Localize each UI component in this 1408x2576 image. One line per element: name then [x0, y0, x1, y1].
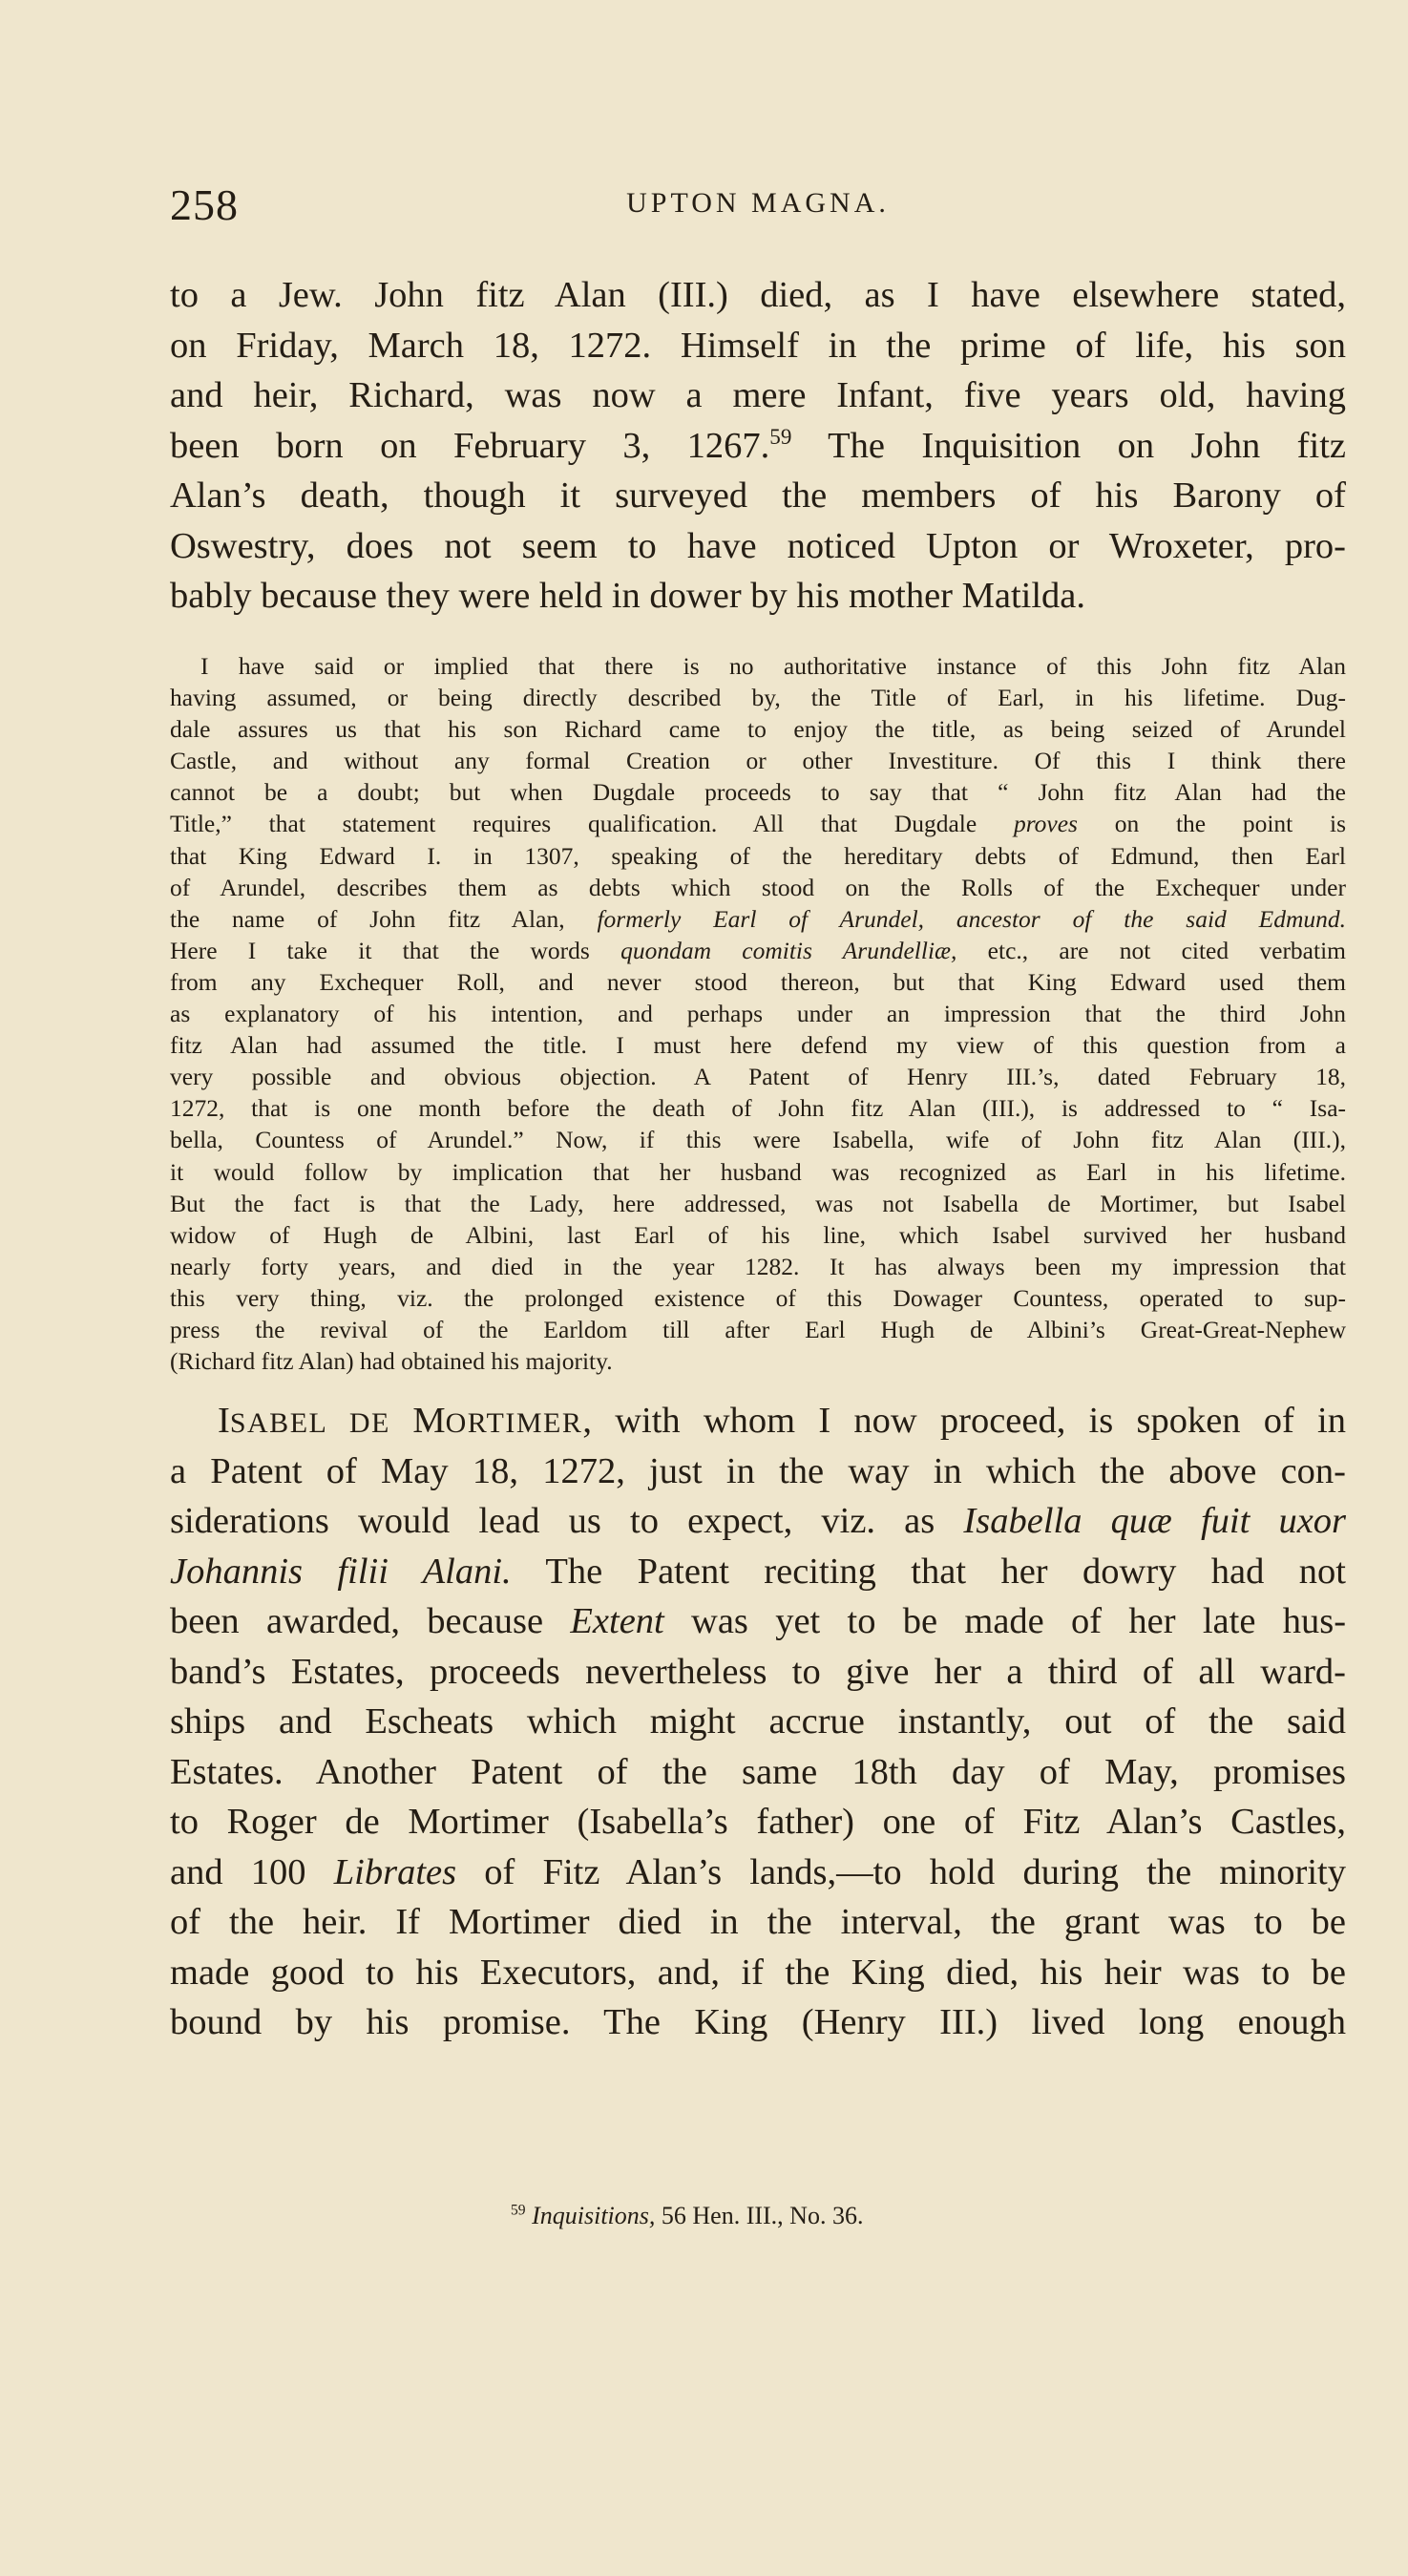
- footnote-number: 59: [511, 2202, 526, 2219]
- text-line: ships and Escheats which might accrue instantly, out of the said: [170, 1701, 1346, 1742]
- note-line: bella, Countess of Arundel.” Now, if this were Isabella, wife of John fitz Alan (III.),: [170, 1126, 1346, 1154]
- note-line: nearly forty years, and died in the year 1282. It has always been my impression that: [170, 1252, 1346, 1280]
- note-line: fitz Alan had assumed the title. I must here defend my view of this question from a: [170, 1031, 1346, 1060]
- text-line: to Roger de Mortimer (Isabella’s father) one of Fitz Alan’s Castles,: [170, 1802, 1346, 1842]
- text-fragment: on the point is: [1077, 810, 1346, 838]
- text-fragment: siderations would lead us to expect, viz. as: [170, 1501, 935, 1541]
- text-fragment: Title,” that statement requires qualification. All that Dugdale: [170, 810, 977, 838]
- italic-fragment: proves: [1013, 810, 1078, 838]
- note-line: of Arundel, describes them as debts which stood on the Rolls of the Exchequer under: [170, 873, 1346, 901]
- smallcaps-fragment: SABEL DE: [229, 1407, 413, 1439]
- note-line: this very thing, viz. the prolonged existence of this Dowager Countess, operated to sup-: [170, 1283, 1346, 1312]
- text-fragment: The Inquisition on John fitz: [791, 425, 1346, 466]
- note-line: I have said or implied that there is no authoritative instance of this John fitz Alan: [200, 652, 1346, 680]
- note-line: cannot be a doubt; but when Dugdale proceeds to say that “ John fitz Alan had the: [170, 778, 1346, 807]
- note-line: that King Edward I. in 1307, speaking of the hereditary debts of Edmund, then Earl: [170, 841, 1346, 870]
- page-number: 258: [170, 180, 239, 229]
- text-fragment: and 100: [170, 1851, 306, 1892]
- note-line: [170, 808, 1346, 839]
- note-line: press the revival of the Earldom till after Earl Hugh de Albini’s Great-Great-Nephew: [170, 1315, 1346, 1343]
- italic-fragment: Librates: [333, 1851, 457, 1892]
- note-line: as explanatory of his intention, and perhaps under an impression that the third John: [170, 1000, 1346, 1028]
- footnote-ref: 59: [769, 423, 792, 449]
- footnote: [511, 2202, 863, 2230]
- text-line: Alan’s death, though it surveyed the members of his Barony of: [170, 475, 1346, 516]
- text-line: [170, 1848, 1346, 1898]
- text-line: Oswestry, does not seem to have noticed Upton or Wroxeter, pro-: [170, 525, 1346, 566]
- text-line: Estates. Another Patent of the same 18th day of May, promises: [170, 1751, 1346, 1792]
- text-line: bound by his promise. The King (Henry III.) lived long enough: [170, 2002, 1346, 2042]
- paragraph-2: [170, 1396, 1346, 2048]
- text-line: band’s Estates, proceeds nevertheless to give her a third of all ward-: [170, 1651, 1346, 1692]
- text-fragment: the name of John fitz Alan,: [170, 904, 565, 933]
- note-line: widow of Hugh de Albini, last Earl of his line, which Isabel survived her husband: [170, 1220, 1346, 1249]
- text-line: on Friday, March 18, 1272. Himself in the prime of life, his son: [170, 325, 1346, 366]
- note-line: very possible and obvious objection. A Patent of Henry III.’s, dated February 18,: [170, 1063, 1346, 1091]
- text-line: [170, 1547, 1346, 1597]
- text-line: [170, 1396, 1346, 1446]
- text-fragment: , with whom I now proceed, is spoken of in: [582, 1401, 1346, 1441]
- smallcaps-fragment: M: [412, 1401, 446, 1441]
- note-line: having assumed, or being directly described by, the Title of Earl, in his lifetime. Dug-: [170, 684, 1346, 712]
- italic-fragment: quondam comitis Arundelliæ,: [620, 936, 957, 964]
- text-fragment: been awarded, because: [170, 1601, 544, 1641]
- italic-fragment: Johannis filii Alani.: [170, 1551, 512, 1592]
- note-line: (Richard fitz Alan) had obtained his majority.: [170, 1347, 613, 1376]
- footnote-source: Inquisitions,: [532, 2202, 656, 2229]
- running-head: UPTON MAGNA.: [626, 187, 890, 219]
- smallcaps-fragment: ORTIMER: [445, 1407, 583, 1439]
- footnote-reference: 56 Hen. III., No. 36.: [655, 2202, 864, 2229]
- text-line: [170, 421, 1346, 472]
- note-line: dale assures us that his son Richard came to enjoy the title, as being seized of Arundel: [170, 715, 1346, 744]
- italic-fragment: Extent: [570, 1601, 664, 1641]
- text-line: a Patent of May 18, 1272, just in the way in which the above con-: [170, 1450, 1346, 1491]
- text-line: [170, 1596, 1346, 1647]
- text-fragment: of Fitz Alan’s lands,—to hold during the minority: [456, 1851, 1346, 1892]
- text-fragment: etc., are not cited verbatim: [956, 936, 1346, 964]
- note-line: from any Exchequer Roll, and never stood thereon, but that King Edward used them: [170, 967, 1346, 996]
- text-fragment: been born on February 3, 1267.: [170, 425, 770, 466]
- note-block: [170, 650, 1346, 1377]
- page-header: [170, 179, 1346, 233]
- note-line: Castle, and without any formal Creation or other Investiture. Of this I think there: [170, 747, 1346, 775]
- text-fragment: The Patent reciting that her dowry had not: [511, 1551, 1346, 1592]
- text-fragment: was yet to be made of her late hus-: [663, 1601, 1346, 1641]
- italic-fragment: Isabella quæ fuit uxor: [963, 1501, 1346, 1541]
- text-line: made good to his Executors, and, if the King died, his heir was to be: [170, 1952, 1346, 1993]
- note-line: [170, 935, 1346, 966]
- note-line: 1272, that is one month before the death of John fitz Alan (III.), is addressed to “ Isa-: [170, 1094, 1346, 1123]
- note-line: it would follow by implication that her husband was recognized as Earl in his lifetime.: [170, 1157, 1346, 1186]
- text-line: and heir, Richard, was now a mere Infant, five years old, having: [170, 375, 1346, 415]
- text-line: bably because they were held in dower by his mother Matilda.: [170, 576, 1086, 616]
- note-line: But the fact is that the Lady, here addressed, was not Isabella de Mortimer, but Isabel: [170, 1189, 1346, 1217]
- note-line: [170, 903, 1346, 935]
- text-line: [170, 1496, 1346, 1547]
- text-line: to a Jew. John fitz Alan (III.) died, as I have elsewhere stated,: [170, 275, 1346, 315]
- italic-fragment: formerly Earl of Arundel, ancestor of the said Edmund.: [597, 904, 1346, 933]
- paragraph-1: [170, 270, 1346, 622]
- text-line: of the heir. If Mortimer died in the interval, the grant was to be: [170, 1902, 1346, 1942]
- smallcaps-fragment: I: [218, 1401, 230, 1441]
- text-fragment: Here I take it that the words: [170, 936, 590, 964]
